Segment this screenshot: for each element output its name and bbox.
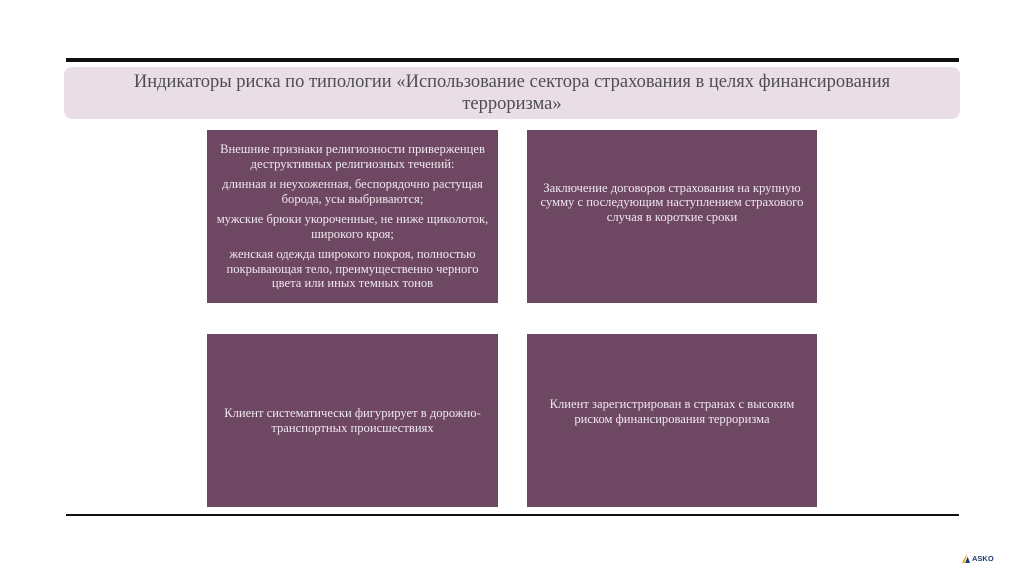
indicator-card-religious-signs — [207, 130, 498, 303]
slide-title: Индикаторы риска по типологии «Использование сектора страхования в целях финансирования терроризма» — [133, 72, 891, 114]
card-paragraph: Внешние признаки религиозности приверженцев деструктивных религиозных течений: — [220, 142, 485, 171]
bottom-rule — [66, 514, 959, 516]
card-text: Клиент зарегистрирован в странах с высоким риском финансирования терроризма — [549, 397, 795, 426]
indicator-card-high-risk-countries — [527, 334, 817, 507]
asko-logo-icon — [962, 555, 970, 563]
logo-brand-text: ASKO — [972, 554, 994, 563]
title-banner — [64, 67, 960, 119]
card-text: Заключение договоров страхования на крупную сумму с последующим наступлением страхового случая в короткие сроки — [540, 180, 804, 224]
card-paragraph: мужские брюки укороченные, не ниже щиколоток, широкого кроя; — [216, 212, 489, 241]
card-paragraph: длинная и неухоженная, беспорядочно растущая борода, усы выбриваются; — [222, 177, 483, 206]
card-text: Клиент систематически фигурирует в дорожно-транспортных происшествиях — [224, 406, 481, 435]
card-paragraph: женская одежда широкого покроя, полностью покрывающая тело, преимущественно черного цвета или иных темных тонов — [226, 247, 479, 291]
brand-logo — [962, 551, 1014, 567]
top-rule — [66, 58, 959, 62]
indicator-card-large-contract — [527, 130, 817, 303]
indicator-card-road-accidents — [207, 334, 498, 507]
